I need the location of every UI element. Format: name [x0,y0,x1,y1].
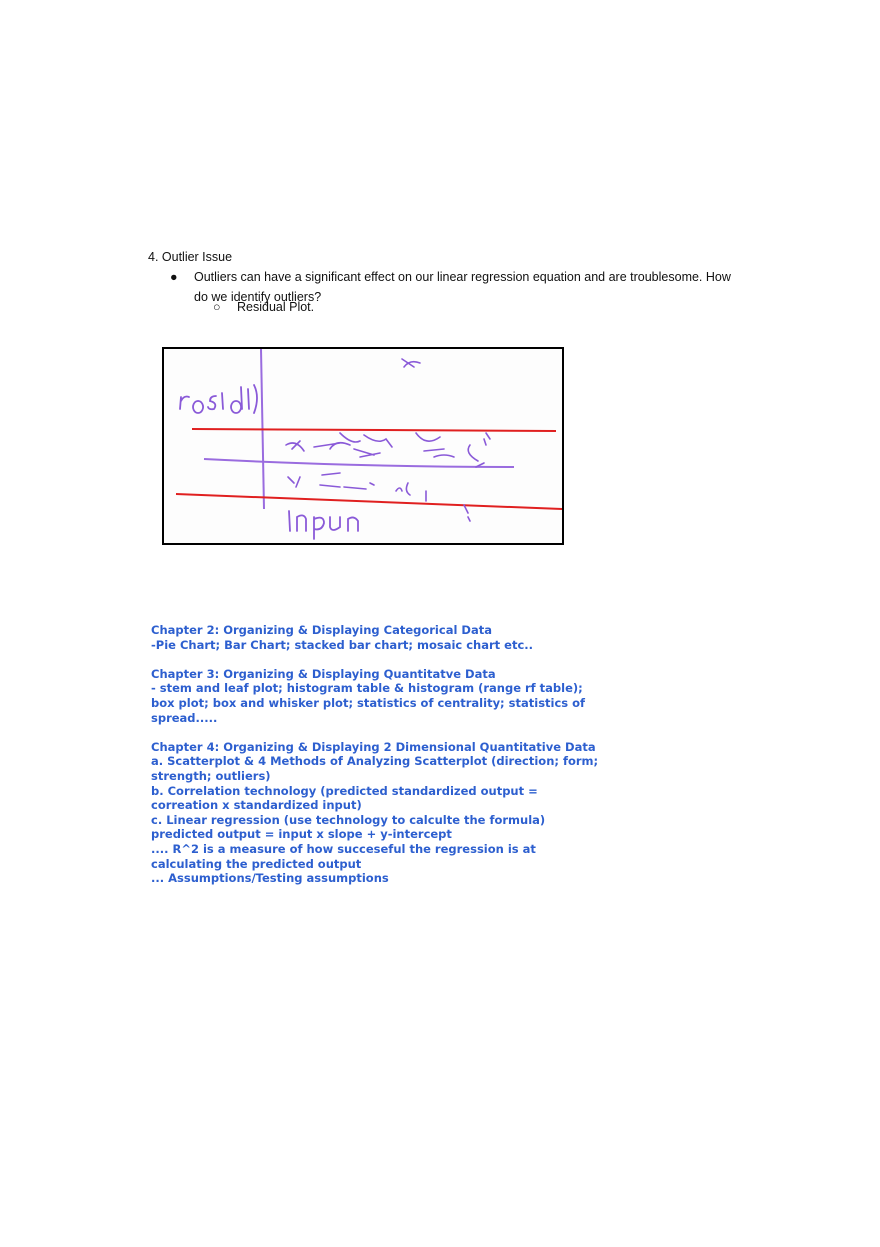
chapter-notes [151,623,621,900]
sketch-upper-bound [192,429,556,431]
bullet-dot-icon: ● [170,270,178,284]
notes-line: a. Scatterplot & 4 Methods of Analyzing Scatterplot (direction; form; [151,754,599,769]
sketch-x-label [289,511,358,539]
notes-line: b. Correlation technology (predicted standardized output = [151,783,538,798]
notes-line: Chapter 2: Organizing & Displaying Categorical Data [151,623,492,637]
notes-line: spread..... [151,710,218,725]
residual-plot-sketch [162,347,564,545]
sketch-svg [164,349,562,543]
notes-line: .... R^2 is a measure of how succeseful the regression is at [151,841,536,856]
subbullet-item [213,300,314,314]
sketch-x-axis [204,459,514,467]
notes-line: predicted output = input x slope + y-intercept [151,827,452,842]
notes-line: box plot; box and whisker plot; statistics of centrality; statistics of [151,695,586,710]
notes-line: strength; outliers) [151,768,271,783]
sketch-y-label [180,385,257,413]
sketch-points [286,359,490,521]
section-heading: 4. Outlier Issue [148,250,233,264]
bullet-text: Outliers can have a significant effect on our linear regression equation and are troublesome. How do we identify outliers? [194,270,731,304]
notes-line: calculating the predicted output [151,856,362,871]
subbullet-circle-icon: ○ [213,300,221,314]
notes-paragraph [151,740,621,886]
notes-paragraph [151,623,621,652]
notes-line: Chapter 3: Organizing & Displaying Quantitatve Data [151,666,496,681]
notes-paragraph [151,667,621,725]
sketch-lower-bound [176,494,562,509]
notes-line: - stem and leaf plot; histogram table & histogram (range rf table); [151,681,583,696]
notes-line: Chapter 4: Organizing & Displaying 2 Dimensional Quantitative Data [151,739,596,754]
notes-line: -Pie Chart; Bar Chart; stacked bar chart; mosaic chart etc.. [151,637,533,652]
notes-line: correation x standardized input) [151,798,362,813]
subbullet-text: Residual Plot. [237,300,315,314]
notes-line: c. Linear regression (use technology to calculte the formula) [151,812,546,827]
notes-line: ... Assumptions/Testing assumptions [151,871,389,886]
